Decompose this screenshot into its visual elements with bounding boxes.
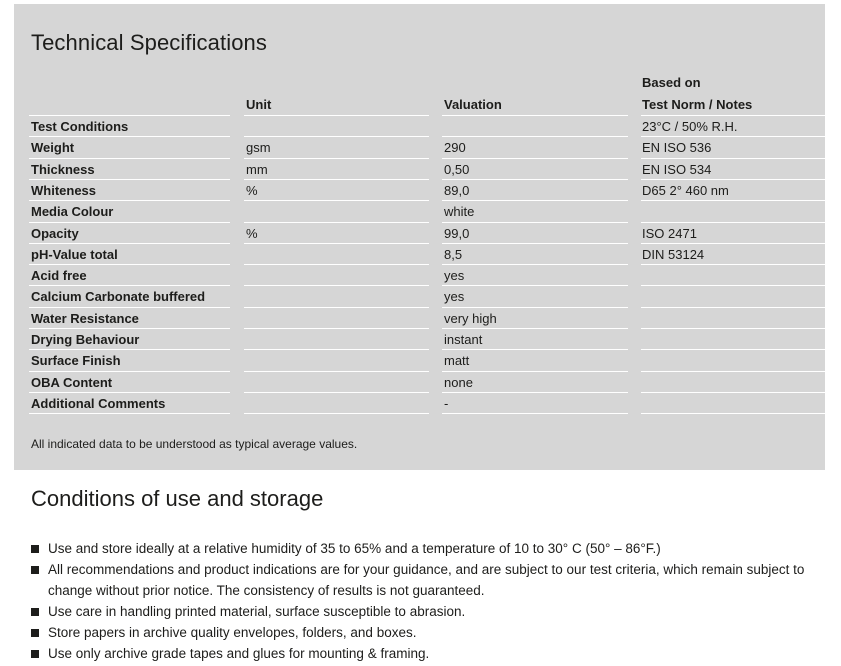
row-divider [641,200,825,201]
row-divider [244,371,429,372]
row-divider [29,392,230,393]
row-value: 8,5 [444,246,463,262]
row-divider [244,179,429,180]
row-divider [29,115,230,116]
row-divider [29,222,230,223]
row-unit: mm [246,161,268,177]
header-norm-line2: Test Norm / Notes [642,97,753,112]
row-divider [442,158,628,159]
square-bullet-icon [31,566,39,574]
header-unit: Unit [246,97,272,112]
row-divider [641,179,825,180]
row-unit: % [246,225,258,241]
row-value: 99,0 [444,225,470,241]
row-divider [641,136,825,137]
header-norm-line1: Based on [642,75,701,90]
row-label: Weight [31,140,75,156]
square-bullet-icon [31,629,39,637]
list-item-text: Use and store ideally at a relative humidity of 35 to 65% and a temperature of 10 to 30° C (50° – 86°F.) [48,541,661,556]
row-divider [29,158,230,159]
row-label: Surface Finish [31,353,121,369]
header-valuation: Valuation [444,97,502,112]
table-row [14,159,825,180]
row-divider [442,243,628,244]
row-divider [641,285,825,286]
row-norm: EN ISO 534 [642,161,712,177]
table-row [14,372,825,393]
table-row [14,223,825,244]
conditions-list [31,538,821,664]
row-divider [244,307,429,308]
row-divider [641,328,825,329]
spec-footnote: All indicated data to be understood as typical average values. [31,437,358,451]
row-label: Thickness [31,161,95,177]
list-item [31,601,821,622]
list-item [31,622,821,643]
table-row [14,180,825,201]
row-norm: DIN 53124 [642,246,705,262]
row-divider [442,136,628,137]
row-divider [641,349,825,350]
row-divider [29,200,230,201]
row-norm: ISO 2471 [642,225,697,241]
row-divider [29,136,230,137]
row-divider [442,349,628,350]
row-divider [244,413,429,414]
row-divider [29,349,230,350]
table-row [14,329,825,350]
table-row [14,308,825,329]
list-item-text: Use only archive grade tapes and glues for mounting & framing. [48,646,430,661]
row-divider [442,307,628,308]
row-value: matt [444,353,470,369]
row-divider [29,413,230,414]
row-unit: % [246,182,258,198]
row-norm: 23°C / 50% R.H. [642,119,738,134]
list-item [31,538,821,559]
square-bullet-icon [31,608,39,616]
row-divider [244,200,429,201]
row-divider [641,307,825,308]
row-value: 89,0 [444,182,470,198]
row-divider [641,392,825,393]
row-divider [442,115,628,116]
row-label: Drying Behaviour [31,332,140,347]
row-divider [29,371,230,372]
list-item-text: Store papers in archive quality envelopes, folders, and boxes. [48,625,417,640]
row-label: Whiteness [31,182,97,198]
row-label: Acid free [31,268,87,284]
row-divider [244,285,429,286]
row-divider [29,328,230,329]
row-value: yes [444,289,465,305]
row-divider [29,264,230,265]
list-item [31,559,821,601]
list-item-text: Use care in handling printed material, surface susceptible to abrasion. [48,604,466,619]
row-divider [244,158,429,159]
row-label: Additional Comments [31,395,166,411]
row-value: white [444,204,475,220]
row-divider [641,413,825,414]
row-divider [244,136,429,137]
row-value: none [444,374,473,390]
row-divider [244,349,429,350]
row-divider [442,413,628,414]
row-divider [442,285,628,286]
table-row [14,265,825,286]
row-label: Media Colour [31,204,114,220]
row-divider [244,115,429,116]
row-unit: gsm [246,140,271,156]
list-item-text: All recommendations and product indications are for your guidance, and are subject to our test criteria, which remain subject to change without prior notice. The consistency of results is not guaranteed. [48,562,805,598]
row-divider [29,243,230,244]
row-divider [244,222,429,223]
row-divider [641,115,825,116]
row-divider [244,264,429,265]
row-value: instant [444,332,483,347]
row-divider [442,179,628,180]
row-divider [641,158,825,159]
row-divider [29,179,230,180]
row-divider [641,371,825,372]
table-row [14,244,825,265]
row-divider [442,392,628,393]
row-norm: D65 2° 460 nm [642,182,729,198]
table-row [14,393,825,414]
row-label: Water Resistance [31,310,139,326]
row-divider [641,222,825,223]
table-row [14,286,825,307]
list-item [31,643,821,664]
row-label: Test Conditions [31,119,129,134]
row-value: yes [444,268,465,284]
table-row [14,137,825,158]
row-divider [29,285,230,286]
square-bullet-icon [31,650,39,658]
row-label: Calcium Carbonate buffered [31,289,206,305]
technical-specifications-panel [14,4,825,470]
row-divider [244,392,429,393]
row-divider [442,222,628,223]
conditions-title: Conditions of use and storage [31,486,324,511]
spec-title: Technical Specifications [31,30,267,55]
row-divider [442,264,628,265]
row-divider [641,264,825,265]
row-divider [442,371,628,372]
table-row [14,201,825,222]
row-value: very high [444,310,497,326]
row-value: - [444,395,449,411]
row-label: pH-Value total [31,246,118,262]
table-row [14,116,825,137]
row-label: Opacity [31,225,79,241]
row-divider [29,307,230,308]
square-bullet-icon [31,545,39,553]
row-norm: EN ISO 536 [642,140,712,156]
row-value: 0,50 [444,161,470,177]
row-divider [244,328,429,329]
row-label: OBA Content [31,374,113,390]
spec-table [14,4,825,470]
row-divider [442,328,628,329]
row-divider [244,243,429,244]
row-divider [442,200,628,201]
table-row [14,350,825,371]
row-divider [641,243,825,244]
row-value: 290 [444,140,466,156]
